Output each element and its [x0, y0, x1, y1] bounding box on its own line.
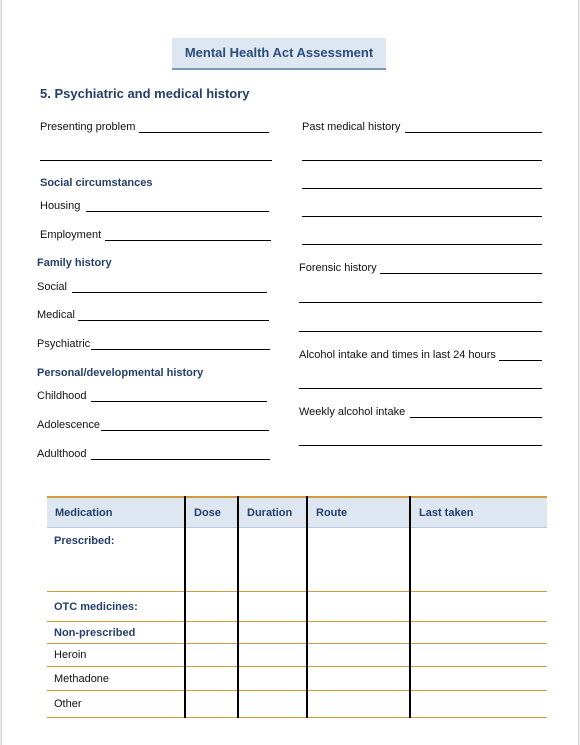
otc-dose-cell[interactable]	[185, 592, 238, 622]
past-medical-history-field[interactable]	[405, 132, 542, 133]
prescribed-dose-cell[interactable]	[185, 528, 238, 592]
table-row-otc	[47, 592, 547, 622]
col-route-header: Route	[307, 497, 410, 528]
methadone-label: Methadone	[54, 672, 110, 685]
adulthood-label: Adulthood	[37, 448, 87, 460]
alcohol-intake-field-2[interactable]	[299, 388, 542, 389]
adolescence-field[interactable]	[101, 430, 269, 431]
personal-history-heading: Personal/developmental history	[37, 367, 204, 379]
otc-route-cell[interactable]	[307, 592, 410, 622]
non-prescribed-label: Non-prescribed	[54, 626, 136, 639]
table-row-methadone	[47, 667, 547, 691]
past-medical-history-field-2[interactable]	[302, 160, 542, 161]
otc-duration-cell[interactable]	[238, 592, 307, 622]
weekly-alcohol-field[interactable]	[410, 417, 542, 418]
heroin-label: Heroin	[54, 649, 87, 661]
presenting-problem-label: Presenting problem	[40, 121, 136, 133]
childhood-field[interactable]	[91, 401, 267, 402]
alcohol-intake-label: Alcohol intake and times in last 24 hours	[299, 349, 496, 361]
past-medical-history-field-3[interactable]	[302, 188, 542, 189]
col-duration-header: Duration	[238, 497, 307, 528]
employment-label: Employment	[40, 229, 102, 241]
col-last-taken-header: Last taken	[410, 497, 547, 528]
alcohol-intake-field[interactable]	[499, 360, 542, 361]
forensic-history-label: Forensic history	[299, 262, 377, 274]
methadone-dose-cell[interactable]	[185, 667, 238, 691]
table-header-row	[47, 497, 547, 528]
past-medical-history-label: Past medical history	[302, 121, 401, 133]
methadone-duration-cell[interactable]	[238, 667, 307, 691]
social-field[interactable]	[72, 292, 267, 293]
medication-table	[47, 496, 547, 718]
other-last-taken-cell[interactable]	[410, 691, 547, 718]
past-medical-history-field-4[interactable]	[302, 216, 542, 217]
family-history-heading: Family history	[37, 257, 112, 269]
housing-field[interactable]	[86, 211, 269, 212]
presenting-problem-field[interactable]	[139, 132, 269, 133]
otc-last-taken-cell[interactable]	[410, 592, 547, 622]
past-medical-history-field-5[interactable]	[302, 244, 542, 245]
psychiatric-field[interactable]	[91, 349, 270, 350]
housing-label: Housing	[40, 200, 81, 212]
weekly-alcohol-label: Weekly alcohol intake	[299, 406, 406, 418]
social-label: Social	[37, 281, 67, 293]
prescribed-last-taken-cell[interactable]	[410, 528, 547, 592]
section-title: 5. Psychiatric and medical history	[40, 86, 250, 101]
forensic-history-field[interactable]	[380, 273, 542, 274]
other-duration-cell[interactable]	[238, 691, 307, 718]
methadone-last-taken-cell[interactable]	[410, 667, 547, 691]
weekly-alcohol-field-2[interactable]	[299, 445, 542, 446]
heroin-last-taken-cell[interactable]	[410, 644, 547, 667]
non-prescribed-last-taken-cell[interactable]	[410, 622, 547, 644]
psychiatric-label: Psychiatric	[37, 338, 91, 350]
childhood-label: Childhood	[37, 390, 87, 402]
heroin-dose-cell[interactable]	[185, 644, 238, 667]
form-title-box	[172, 38, 386, 70]
other-label: Other	[54, 698, 82, 710]
non-prescribed-route-cell[interactable]	[307, 622, 410, 644]
medical-label: Medical	[37, 309, 75, 321]
table-row-prescribed	[47, 528, 547, 592]
forensic-history-field-3[interactable]	[299, 331, 542, 332]
adulthood-field[interactable]	[91, 459, 270, 460]
social-circumstances-heading: Social circumstances	[40, 177, 153, 189]
prescribed-route-cell[interactable]	[307, 528, 410, 592]
table-row-heroin	[47, 644, 547, 667]
col-medication-header: Medication	[47, 497, 185, 528]
form-title: Mental Health Act Assessment	[184, 45, 374, 60]
other-dose-cell[interactable]	[185, 691, 238, 718]
non-prescribed-duration-cell[interactable]	[238, 622, 307, 644]
heroin-route-cell[interactable]	[307, 644, 410, 667]
adolescence-label: Adolescence	[37, 419, 100, 431]
table-row-non-prescribed	[47, 622, 547, 644]
prescribed-label: Prescribed:	[54, 535, 115, 547]
heroin-duration-cell[interactable]	[238, 644, 307, 667]
table-row-other	[47, 691, 547, 718]
prescribed-duration-cell[interactable]	[238, 528, 307, 592]
medical-field[interactable]	[78, 320, 269, 321]
presenting-problem-field-2[interactable]	[40, 160, 272, 161]
col-dose-header: Dose	[185, 497, 238, 528]
otc-label: OTC medicines:	[54, 600, 138, 613]
methadone-route-cell[interactable]	[307, 667, 410, 691]
form-page	[2, 0, 578, 745]
other-route-cell[interactable]	[307, 691, 410, 718]
employment-field[interactable]	[105, 240, 271, 241]
forensic-history-field-2[interactable]	[299, 302, 542, 303]
non-prescribed-dose-cell[interactable]	[185, 622, 238, 644]
